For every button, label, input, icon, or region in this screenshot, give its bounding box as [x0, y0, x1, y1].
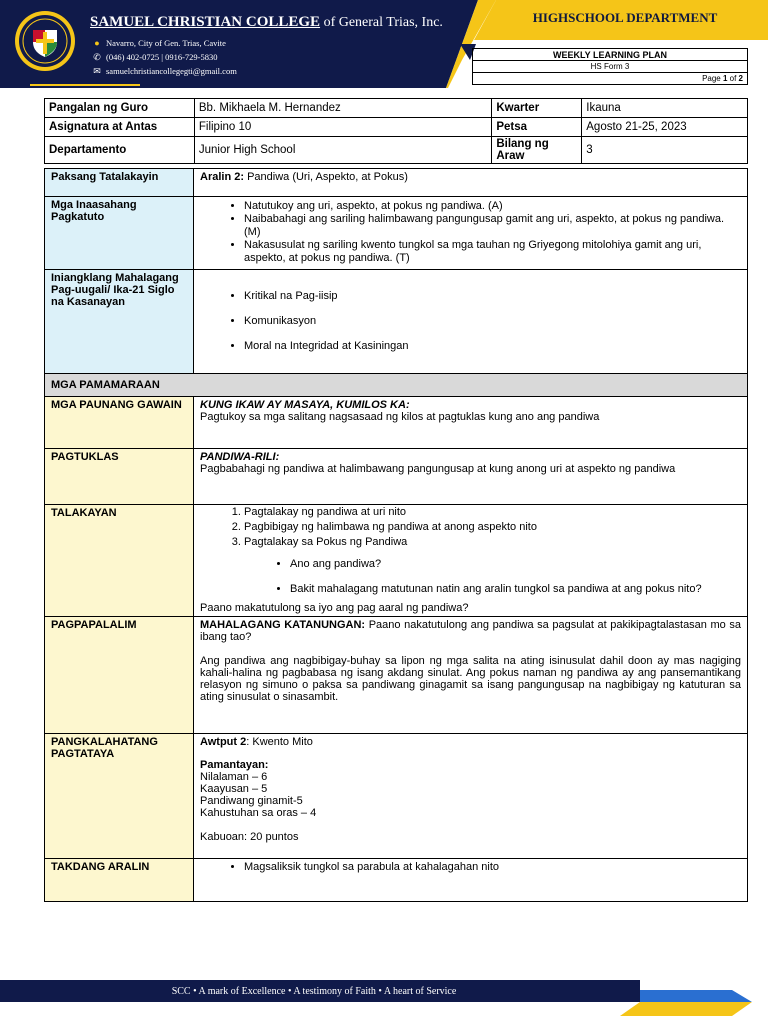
- phone-text: (046) 402-0725 | 0916-729-5830: [106, 52, 218, 62]
- discovery-label: PAGTUKLAS: [45, 449, 194, 505]
- list-item: 3. Pagtalakay sa Pokus ng Pandiwa: [244, 536, 741, 549]
- procedures-header: MGA PAMAMARAAN: [45, 374, 748, 397]
- criteria-item: Kahustuhan sa oras – 4: [200, 807, 317, 819]
- assessment-output-label: Awtput 2: [200, 736, 247, 748]
- page-total: 2: [738, 74, 743, 83]
- days-value: 3: [582, 137, 748, 164]
- deepening-question: Paano nakatutulong ang pandiwa sa pagsulat at pakikipagtalastasan mo sa ibang tao?: [200, 619, 741, 643]
- school-name: [90, 14, 443, 31]
- quarter-label: Kwarter: [492, 99, 582, 118]
- page-prefix: Page: [702, 74, 723, 83]
- email-line: [92, 66, 237, 77]
- form-number: HS Form 3: [473, 61, 748, 73]
- values-list: [200, 290, 741, 353]
- date-value: Agosto 21-25, 2023: [582, 118, 748, 137]
- location-pin-icon: ●: [94, 38, 100, 48]
- outcomes-label: Mga Inaasahang Pagkatuto: [45, 197, 194, 270]
- topic-text: Pandiwa (Uri, Aspekto, at Pokus): [244, 171, 408, 183]
- deepening-title: MAHALAGANG KATANUNGAN:: [200, 619, 366, 631]
- page-current: 1: [722, 74, 728, 83]
- outcomes-list: [200, 200, 741, 265]
- homework-cell: [194, 859, 748, 902]
- criteria-item: Nilalaman – 6: [200, 771, 268, 783]
- deepening-cell: [194, 617, 748, 734]
- discussion-questions: [200, 558, 741, 596]
- info-table: [44, 98, 748, 164]
- list-item: • Nakasusulat ng sariling kwento tungkol sa mga tauhan ng Griyegong mitolohiya gamit ang uri, aspekto, at pokus ng pandiwa. (T): [244, 239, 741, 265]
- topic-lesson: Aralin 2:: [200, 171, 245, 183]
- list-item: • Komunikasyon: [244, 315, 741, 328]
- quarter-value: Ikauna: [582, 99, 748, 118]
- subject-label: Asignatura at Antas: [45, 118, 195, 137]
- deepening-paragraph: Ang pandiwa ang nagbibigay-buhay sa lipon ng mga salita na ating isinusulat dahil doon ay mas nagiging kahali-halina ng pagbabasa ng isang akdang sinulat. Ang pokus naman ng pandiwa ay ang pansemantikang relasyon ng simuno o paksa sa pandiwang ginagamit sa isang pangungusap na nagbibigay ng katuturan sa ating sinusulat o sinasambit.: [200, 655, 741, 703]
- phone-line: [92, 52, 217, 63]
- assessment-output-line: [200, 736, 741, 748]
- address-line: [92, 38, 226, 48]
- initial-activity-title: KUNG IKAW AY MASAYA, KUMILOS KA:: [200, 399, 410, 411]
- footer-motto: SCC • A mark of Excellence • A testimony of Faith • A heart of Service: [171, 986, 457, 997]
- discovery-text: Pagbabahagi ng pandiwa at halimbawang pangungusap at kung anong uri at aspekto ng pandiwa: [200, 463, 676, 475]
- phone-icon: ✆: [93, 52, 101, 62]
- deepening-question-line: [200, 619, 741, 643]
- homework-label: TAKDANG ARALIN: [45, 859, 194, 902]
- outcomes-cell: [194, 197, 748, 270]
- list-item: • Ano ang pandiwa?: [290, 558, 741, 571]
- email-text: samuelchristiancollegegti@gmail.com: [106, 66, 237, 76]
- teacher-value: Bb. Mikhaela M. Hernandez: [194, 99, 491, 118]
- values-cell: [194, 270, 748, 374]
- list-item: • Bakit mahalagang matutunan natin ang aralin tungkol sa pandiwa at ang pokus nito?: [290, 583, 741, 596]
- values-label: Iniangklang Mahalagang Pag-uugali/ Ika-21 Siglo na Kasanayan: [45, 270, 194, 374]
- school-name-suffix: of General Trias, Inc.: [323, 15, 443, 30]
- plan-table: [44, 168, 748, 902]
- department-title: HIGHSCHOOL DEPARTMENT: [532, 10, 718, 25]
- assessment-cell: [194, 734, 748, 859]
- discovery-title: PANDIWA-RILI:: [200, 451, 280, 463]
- discussion-label: TALAKAYAN: [45, 505, 194, 617]
- topic-cell: [194, 169, 748, 197]
- initial-activity-label: MGA PAUNANG GAWAIN: [45, 397, 194, 449]
- page-of: of: [727, 74, 739, 83]
- date-label: Petsa: [492, 118, 582, 137]
- discussion-steps: [200, 506, 741, 549]
- plan-title: WEEKLY LEARNING PLAN: [473, 49, 748, 61]
- criteria-item: Pandiwang ginamit-5: [200, 795, 303, 807]
- discussion-cell: [194, 505, 748, 617]
- deepening-label: PAGPAPALALIM: [45, 617, 194, 734]
- subject-value: Filipino 10: [194, 118, 491, 137]
- total-score: Kabuoan: 20 puntos: [200, 831, 299, 843]
- teacher-label: Pangalan ng Guro: [45, 99, 195, 118]
- address-text: Navarro, City of Gen. Trias, Cavite: [106, 38, 226, 48]
- page-indicator: [473, 73, 748, 85]
- list-item: • Magsaliksik tungkol sa parabula at kahalagahan nito: [244, 861, 741, 874]
- topic-label: Paksang Tatalakayin: [45, 169, 194, 197]
- discovery-cell: [194, 449, 748, 505]
- school-name-main: SAMUEL CHRISTIAN COLLEGE: [90, 14, 321, 30]
- initial-activity-cell: [194, 397, 748, 449]
- list-item: 2. Pagbibigay ng halimbawa ng pandiwa at anong aspekto nito: [244, 521, 741, 534]
- email-icon: ✉: [93, 66, 101, 76]
- list-item: • Naibabahagi ang sariling halimbawang pangungusap gamit ang uri, aspekto, at pokus ng pandiwa. (M): [244, 213, 741, 239]
- plan-title-box: [472, 48, 748, 85]
- days-label: Bilang ng Araw: [492, 137, 582, 164]
- initial-activity-text: Pagtukoy sa mga salitang nagsasaad ng kilos at pagtuklas kung ano ang pandiwa: [200, 411, 600, 423]
- list-item: 1. Pagtalakay ng pandiwa at uri nito: [244, 506, 741, 519]
- department-label: Departamento: [45, 137, 195, 164]
- list-item: • Kritikal na Pag-iisip: [244, 290, 741, 303]
- homework-list: [200, 861, 741, 874]
- assessment-label: PANGKALAHATANG PAGTATAYA: [45, 734, 194, 859]
- criteria-label: Pamantayan:: [200, 759, 269, 771]
- criteria-item: Kaayusan – 5: [200, 783, 268, 795]
- list-item: • Moral na Integridad at Kasiningan: [244, 340, 741, 353]
- school-logo-icon: [14, 10, 76, 72]
- list-item: • Natutukoy ang uri, aspekto, at pokus ng pandiwa. (A): [244, 200, 741, 213]
- department-value: Junior High School: [194, 137, 491, 164]
- discussion-closing: Paano makatutulong sa iyo ang pag aaral ng pandiwa?: [200, 602, 469, 614]
- assessment-output: : Kwento Mito: [246, 736, 313, 748]
